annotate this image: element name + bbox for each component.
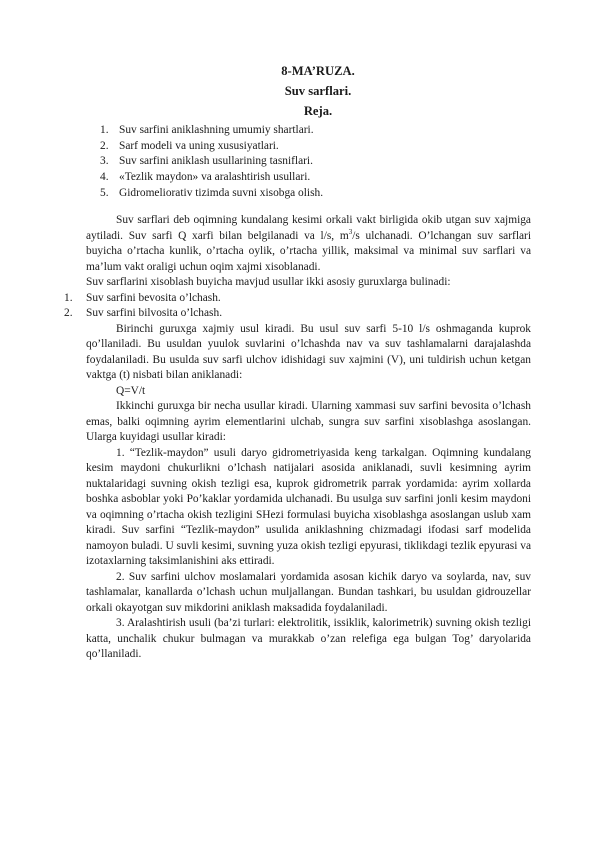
group-item-number: 2.	[64, 307, 73, 319]
plan-item-text: Suv sarfini aniklash usullarining tasniflari.	[119, 155, 313, 168]
paragraph-second-group: Ikkinchi guruxga bir necha usullar kiradi. Ularning xammasi suv sarfini bevosita o’lchash emas, balki oqimning ayrim elementlarini ulchab, sungra suv sarfini xisoblashga asoslangan. Ularga kuyidagi usullar kiradi:	[86, 400, 531, 443]
plan-item-text: «Tezlik maydon» va aralashtirish usullari.	[119, 171, 311, 184]
plan-item	[100, 186, 520, 202]
paragraph-method-1: 1. “Tezlik-maydon” usuli daryo gidrometriyasida keng tarkalgan. Oqimning kundalang kesim maydoni chukurlikni o’lchash natijalari asosida aniklanadi, suvli kesimning ayrim nuktalaridagi suvning okish tezligi esa, kuprok gidrometrik parrak yordamida: ayrim xollarda boshka asboblar yoki Po’kaklar yordamida ulchanadi. Bu usulga suv sarfini jonli kesim maydoni va oqimning o’rtacha okish tezligini SHezi formulasi buyicha xisoblashga asoslangan uslub xam kiradi. Suv sarfini “Tezlik-maydon” usulida aniklashning chizmadagi ifodasi sarf modelida namoyon buladi. U suvli kesimi, suvning yuza okish tezligi epyurasi, tiklikdagi tezlik epyurasi va izotaxlarning taksimlanishini aks ettiradi.	[86, 446, 531, 567]
paragraph-method-3: 3. Aralashtirish usuli (ba’zi turlari: elektrolitik, issiklik, kalorimetrik) suvning okish tezligi katta, unchalik chukur bulmagan va murakkab o’zan relefiga ega bulgan Tog’ daryolarida qo’llaniladi.	[86, 617, 531, 660]
plan-item-number: 3.	[100, 155, 109, 168]
group-item-number: 1.	[64, 291, 73, 304]
paragraph-definition	[86, 213, 531, 275]
paragraph-first-group: Birinchi guruxga xajmiy usul kiradi. Bu usul suv sarfi 5-10 l/s oshmaganda kuprok qo’llaniladi. Bu usuldan yuulok suvlarini o’lchashda nav va suv tashlamalarni darajalashda foydalaniladi. Bu usulda suv sarfi ulchov idishidagi suv xajmini (V), uni tuldirish uchun ketgan vaktga (t) nisbati bilan aniklanadi:	[86, 322, 531, 381]
body-text	[64, 213, 531, 663]
plan-item-text: Gidromeliorativ tizimda suvni xisobga olish.	[119, 186, 324, 199]
formula: Q=V/t	[116, 384, 146, 397]
plan-title: Reja.	[303, 104, 333, 118]
group-item-text: Suv sarfini bevosita o’lchash.	[86, 291, 221, 304]
group-item	[64, 306, 531, 322]
definition-text-a: Suv sarflari deb oqimning kundalang kesimi orkali vakt birligida okib utgan suv xajmiga aytiladi. Suv sarfi Q xarfi bilan belgilanadi va l/s, m	[86, 214, 531, 242]
plan-item	[100, 154, 520, 170]
plan-item-text: Sarf modeli va uning xususiyatlari.	[119, 139, 279, 152]
plan-item-number: 1.	[100, 124, 109, 136]
plan-item-number: 4.	[100, 171, 109, 184]
plan-list	[100, 123, 520, 202]
superscript: 3	[348, 227, 353, 236]
paragraph-methods-intro: Suv sarflarini xisoblash buyicha mavjud usullar ikki asosiy guruxlarga bulinadi:	[86, 276, 451, 288]
plan-item-text: Suv sarfini aniklashning umumiy shartlari.	[119, 124, 314, 136]
lecture-title: 8-MA’RUZA.	[281, 64, 355, 78]
plan-item	[100, 139, 520, 155]
plan-item	[100, 123, 520, 139]
definition-text-b: /s ulchanadi. O’lchangan suv sarflari buyicha o’rtacha kunlik, o’rtacha oylik, o’rtacha yillik, maksimal va minimal suv sarflari va ma’lum vakt oraligi uchun oqim xajmi xisoblanadi.	[86, 229, 531, 273]
paragraph-method-2: 2. Suv sarfini ulchov moslamalari yordamida asosan kichik daryo va soylarda, nav, suv tashlamalar, kanallarda o’lchash uchun muljallangan. Bundan tashkari, bu usuldan gidrouzellar orkali okayotgan suv mikdorini aniklash maksadida foydalaniladi.	[86, 570, 531, 614]
topic-title: Suv sarflari.	[284, 84, 352, 98]
group-item-text: Suv sarfini bilvosita o’lchash.	[86, 307, 223, 319]
plan-item	[100, 170, 520, 186]
plan-item-number: 5.	[100, 186, 109, 199]
group-item	[64, 291, 531, 307]
plan-item-number: 2.	[100, 139, 109, 152]
